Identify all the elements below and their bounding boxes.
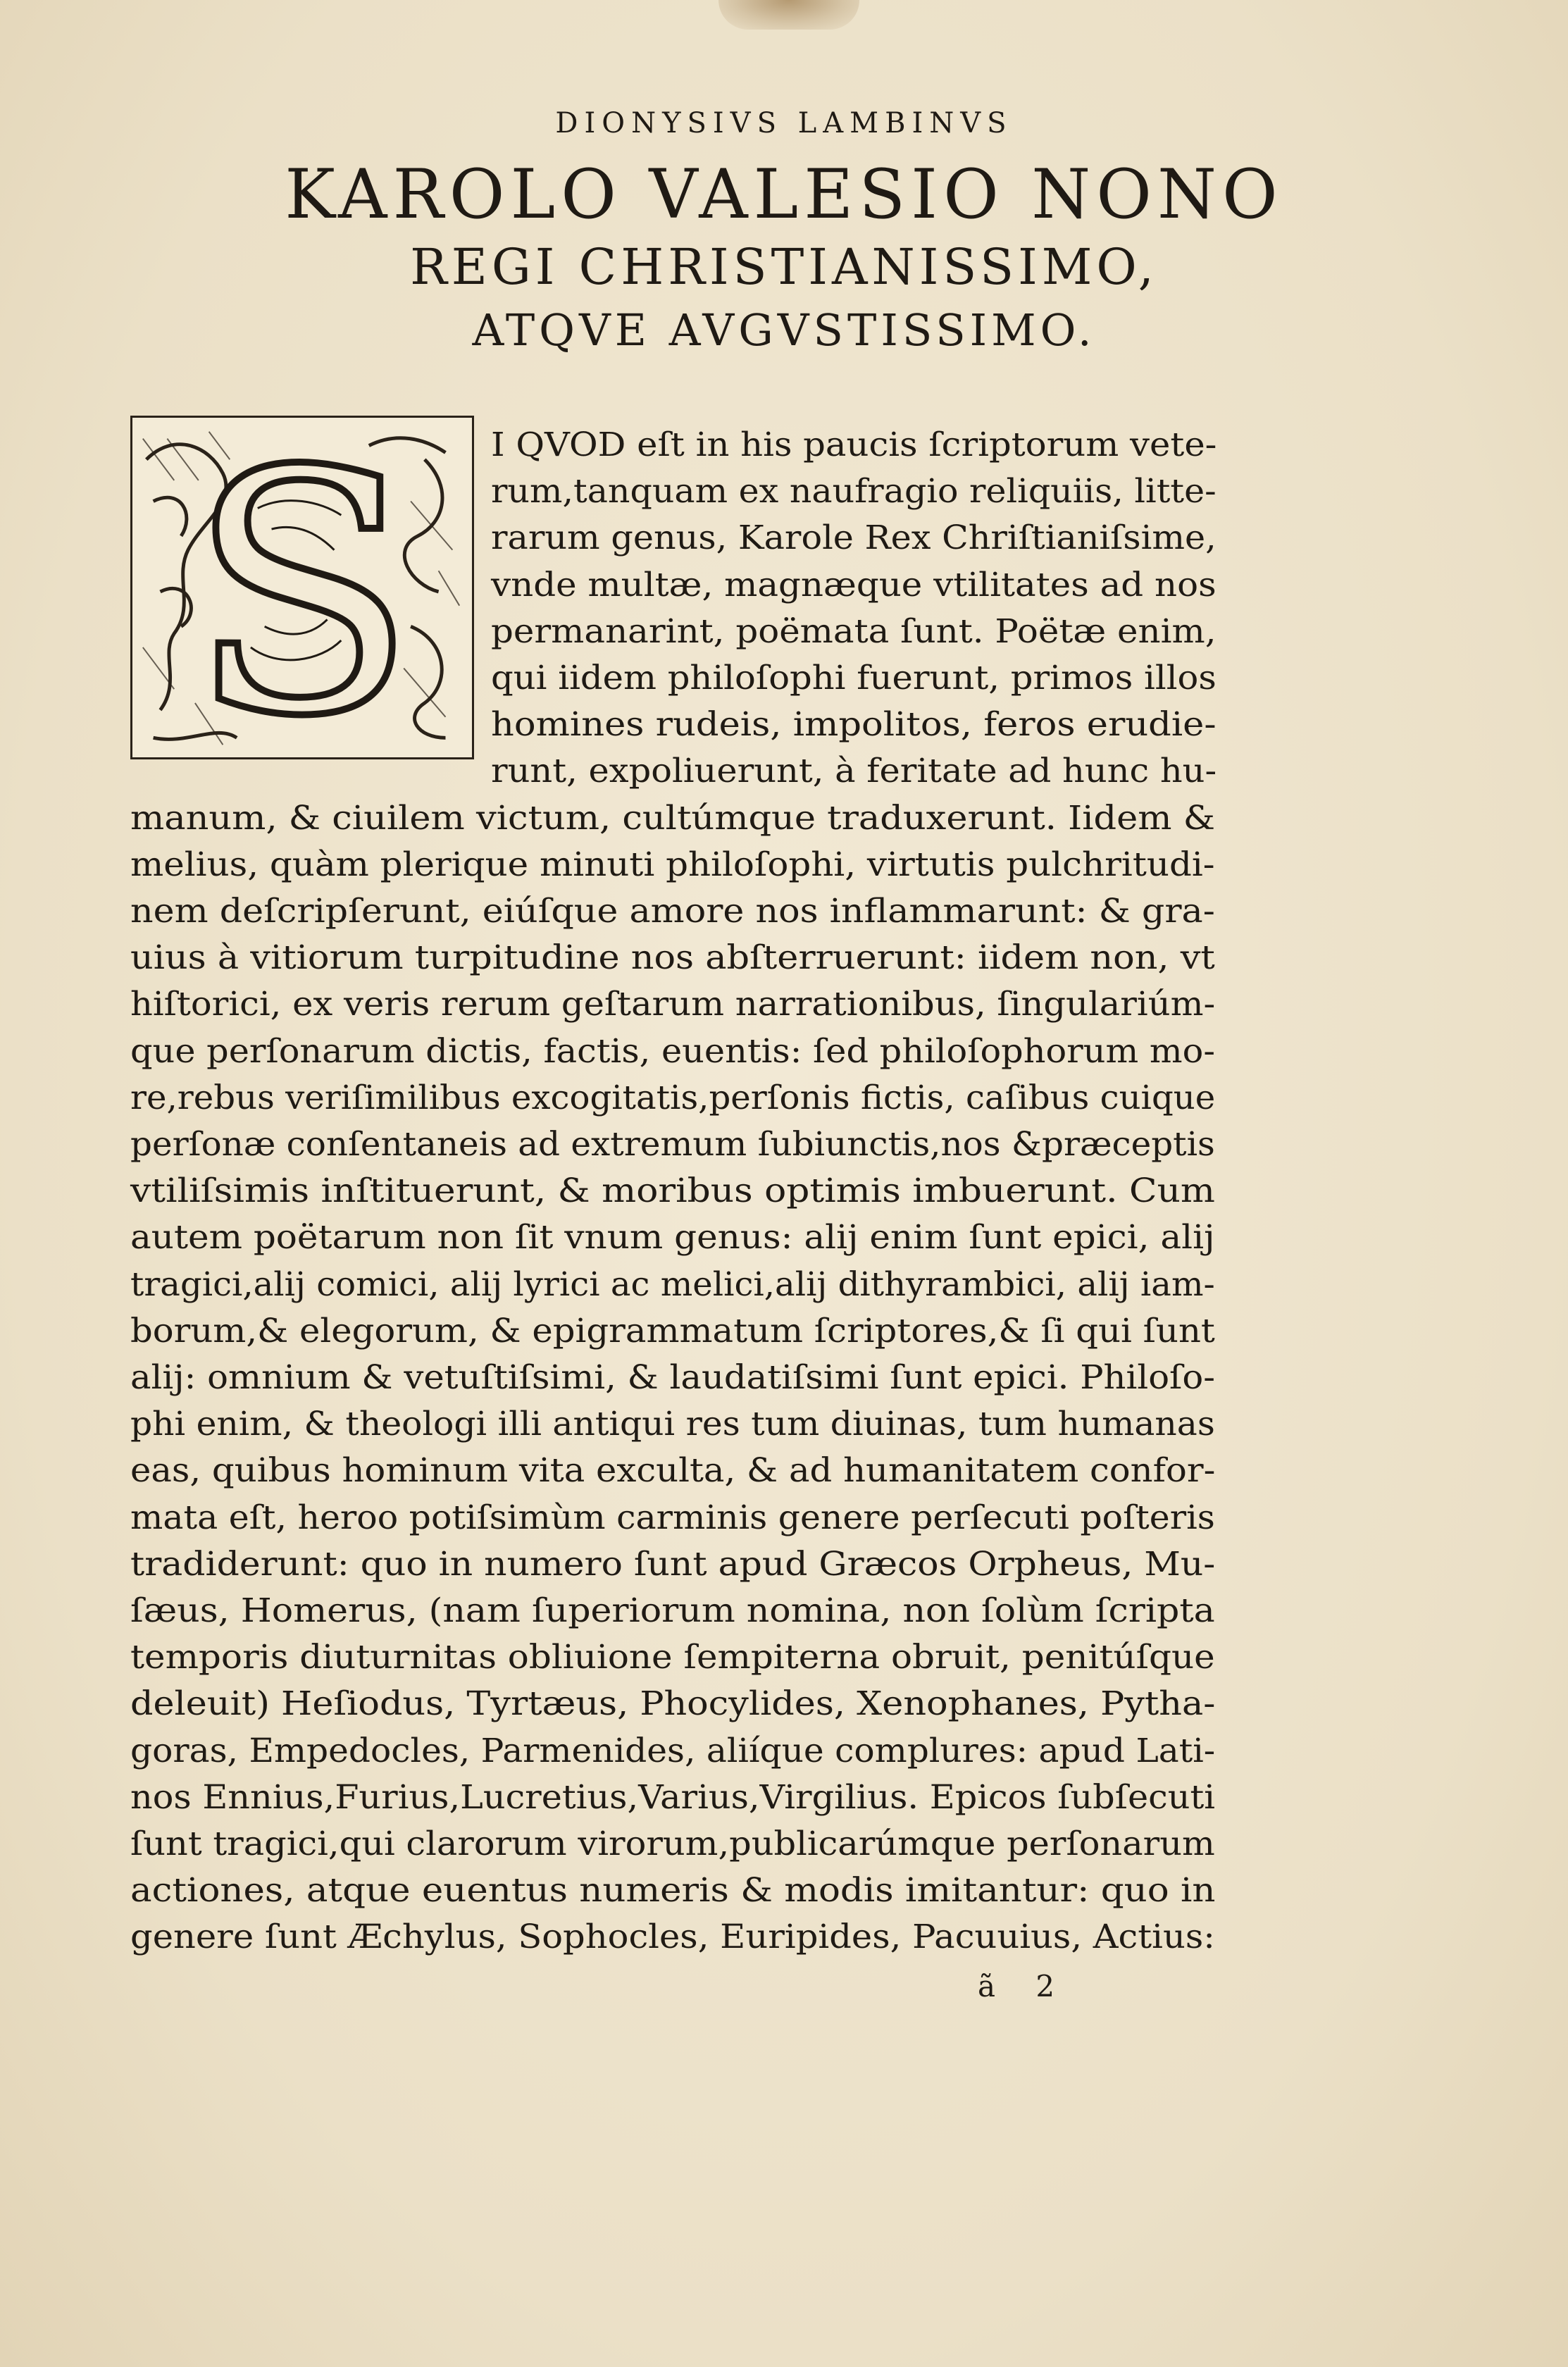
title-line-2: REGI CHRISTIANISSIMO,	[410, 238, 1158, 296]
text-line: nos Ennius,Furius,Lucretius,Varius,Virgilius. Epicos ſubſecuti	[130, 1777, 1216, 1817]
text-line: tragici,alij comici, alij lyrici ac melici,alij dithyrambici, alij iam-	[130, 1265, 1215, 1304]
page-signature: ã 2	[978, 1969, 1071, 2003]
text-line: vtiliſsimis inſtituerunt, & moribus optimis imbuerunt. Cum	[130, 1172, 1215, 1211]
title-line-3: ATQVE AVGVSTISSIMO.	[472, 304, 1096, 356]
text-line: runt, expoliuerunt, à feritate ad hunc hu-	[491, 752, 1217, 791]
text-line: hiſtorici, ex veris rerum geſtarum narrationibus, ſingulariúm-	[130, 985, 1216, 1024]
text-line: melius, quàm plerique minuti philoſophi, virtutis pulchritudi-	[130, 845, 1215, 884]
text-line: temporis diuturnitas obliuione ſempiterna obruit, penitúſque	[130, 1638, 1215, 1677]
text-line: rarum genus, Karole Rex Chriſtianiſsime,	[491, 518, 1217, 558]
title-line-1: KAROLO VALESIO NONO	[285, 155, 1283, 234]
text-line: uius à vitiorum turpitudine nos abſterruerunt: iidem non, vt	[130, 938, 1215, 978]
text-line: que perſonarum dictis, factis, euentis: ſed philoſophorum mo-	[130, 1031, 1215, 1071]
text-line: alij: omnium & vetuſtiſsimi, & laudatiſsimi ſunt epici. Philoſo-	[130, 1358, 1215, 1397]
text-line: autem poëtarum non ſit vnum genus: alij enim ſunt epici, alij	[130, 1218, 1215, 1257]
text-line: genere ſunt Æchylus, Sophocles, Euripides, Pacuuius, Actius:	[130, 1918, 1215, 1957]
text-line: vnde multæ, magnæque vtilitates ad nos	[491, 565, 1217, 604]
text-line: mata eſt, heroo potiſsimùm carminis genere perſecuti poſteris	[130, 1498, 1215, 1537]
text-line: homines rudeis, impolitos, feros erudie-	[491, 705, 1217, 745]
text-line: perſonæ conſentaneis ad extremum ſubiunctis,nos &præceptis	[130, 1125, 1215, 1164]
initial-letter: S	[187, 418, 417, 757]
text-line: goras, Empedocles, Parmenides, aliíque complures: apud Lati-	[130, 1731, 1216, 1770]
text-line: eas, quibus hominum vita exculta, & ad humanitatem confor-	[130, 1451, 1216, 1491]
text-line: nem deſcripſerunt, eiúſque amore nos inflammarunt: & gra-	[130, 892, 1215, 931]
text-line: re,rebus veriſimilibus excogitatis,perſonis fictis, caſibus cuique	[130, 1078, 1216, 1117]
paper-stain	[718, 0, 859, 30]
ornamental-initial-s	[132, 418, 472, 757]
text-line: permanarint, poëmata ſunt. Poëtæ enim,	[491, 611, 1217, 651]
decorated-initial-letter	[130, 416, 474, 759]
text-line: ſæus, Homerus, (nam ſuperiorum nomina, non ſolùm ſcripta	[130, 1591, 1215, 1630]
text-line: I QVOD eſt in his paucis ſcriptorum vete-	[491, 425, 1217, 464]
text-line: phi enim, & theologi illi antiqui res tum diuinas, tum humanas	[130, 1405, 1215, 1444]
text-line: actiones, atque euentus numeris & modis imitantur: quo in	[130, 1871, 1216, 1911]
text-line: deleuit) Heſiodus, Tyrtæus, Phocylides, Xenophanes, Pytha-	[130, 1684, 1216, 1724]
author-header: DIONYSIVS LAMBINVS	[555, 107, 1013, 139]
text-line: manum, & ciuilem victum, cultúmque traduxerunt. Iidem &	[130, 798, 1216, 838]
text-line: qui iidem philoſophi fuerunt, primos illos	[491, 659, 1217, 697]
text-line: borum,& elegorum, & epigrammatum ſcriptores,& ſi qui ſunt	[130, 1311, 1215, 1350]
text-line: ſunt tragici,qui clarorum virorum,publicarúmque perſonarum	[130, 1825, 1215, 1863]
text-line: rum,tanquam ex naufragio reliquiis, litte-	[491, 472, 1217, 511]
text-line: tradiderunt: quo in numero ſunt apud Græcos Orpheus, Mu-	[130, 1544, 1216, 1584]
